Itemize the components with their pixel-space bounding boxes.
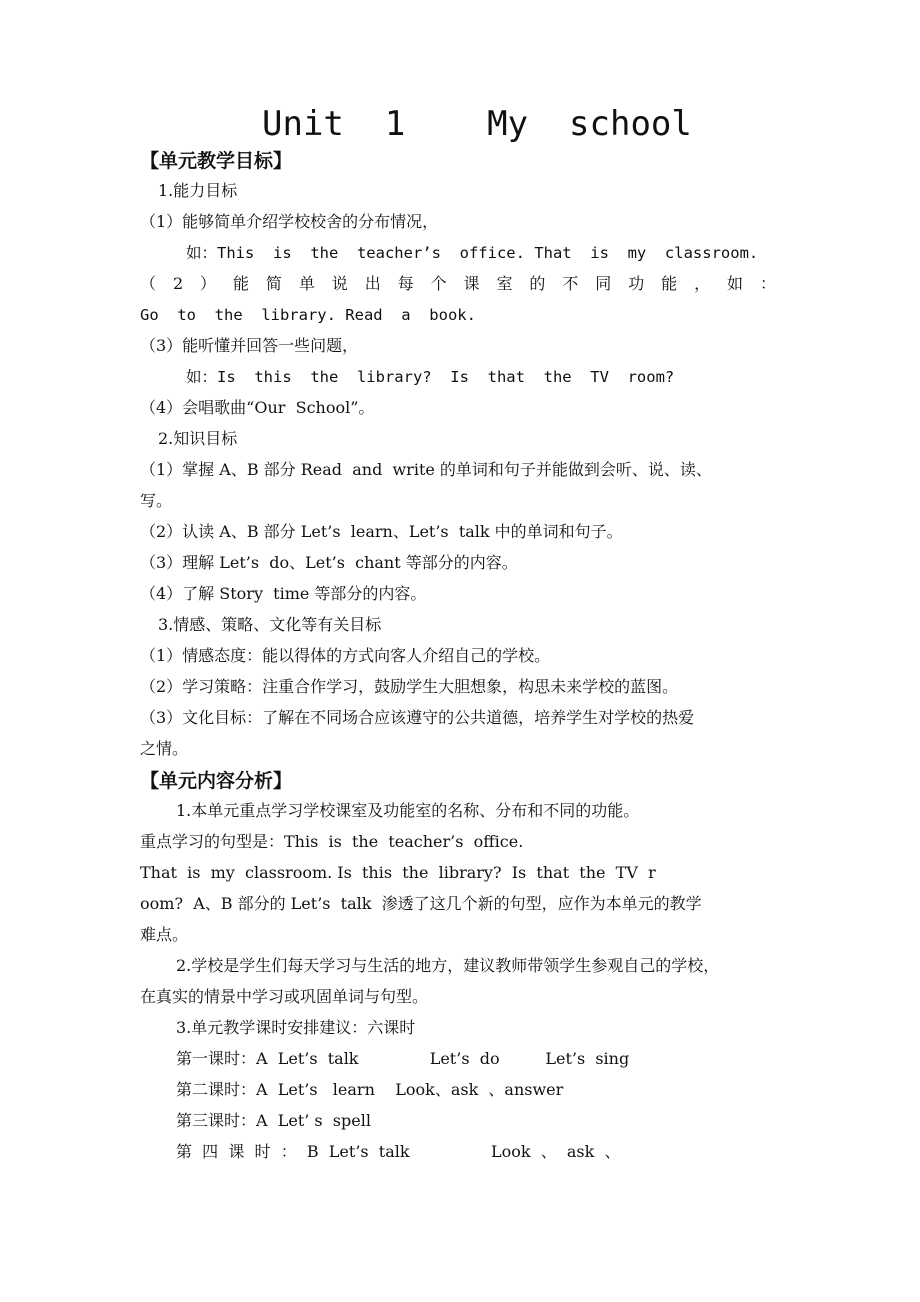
char: 的 <box>529 274 546 293</box>
char: 说 <box>331 274 348 293</box>
ability-item-3-example: 如：Is this the library? Is that the TV room? <box>186 368 675 386</box>
analysis-item-3: 3.单元教学课时安排建议：六课时 <box>176 1018 416 1037</box>
ability-item-3: （3）能听懂并回答一些问题， <box>140 336 359 355</box>
knowledge-heading: 2.知识目标 <box>158 429 238 448</box>
char: 课 <box>463 274 480 293</box>
analysis-heading: 【单元内容分析】 <box>140 770 293 792</box>
char: 如 <box>727 274 744 293</box>
ability-item-4: （4）会唱歌曲“Our School”。 <box>140 398 375 417</box>
lesson-2: 第二课时：A Let’s learn Look、ask 、answer <box>176 1080 564 1099</box>
char: 能 <box>232 274 249 293</box>
analysis-item-1-e: 难点。 <box>140 925 189 944</box>
ability-item-1: （1）能够简单介绍学校校舍的分布情况， <box>140 212 439 231</box>
analysis-item-1-c: That is my classroom. Is this the library? Is that the TV r <box>140 863 656 882</box>
emotion-item-2: （2）学习策略：注重合作学习，鼓励学生大胆想象，构思未来学校的蓝图。 <box>140 677 679 696</box>
knowledge-item-1: （1）掌握 A、B 部分 Read and write 的单词和句子并能做到会听、说、读、 <box>140 460 712 479</box>
char: 功 <box>628 274 645 293</box>
emotion-heading: 3.情感、策略、文化等有关目标 <box>158 615 382 634</box>
char: 室 <box>496 274 513 293</box>
char: 不 <box>562 274 579 293</box>
analysis-item-2-cont: 在真实的情景中学习或巩固单词与句型。 <box>140 987 429 1006</box>
knowledge-item-3: （3）理解 Let’s do、Let’s chant 等部分的内容。 <box>140 553 518 572</box>
page-title: Unit 1 My school <box>262 104 692 144</box>
knowledge-item-4: （4）了解 Story time 等部分的内容。 <box>140 584 427 603</box>
ability-heading: 1.能力目标 <box>158 181 238 200</box>
char: 能 <box>661 274 678 293</box>
char: 单 <box>298 274 315 293</box>
emotion-item-3-cont: 之情。 <box>140 739 189 758</box>
ability-item-2 <box>140 273 776 295</box>
analysis-item-2: 2.学校是学生们每天学习与生活的地方，建议教师带领学生参观自己的学校， <box>176 956 720 975</box>
lesson-1: 第一课时：A Let’s talk Let’s do Let’s sing <box>176 1049 630 1068</box>
char: （ <box>140 274 157 293</box>
knowledge-item-2: （2）认读 A、B 部分 Let’s learn、Let’s talk 中的单词和句子。 <box>140 522 623 541</box>
lesson-4: 第 四 课 时 ： B Let’s talk Look 、 ask 、 <box>176 1142 621 1161</box>
emotion-item-3: （3）文化目标：了解在不同场合应该遵守的公共道德，培养学生对学校的热爱 <box>140 708 695 727</box>
char: 出 <box>364 274 381 293</box>
char: 2 <box>172 274 184 293</box>
emotion-item-1: （1）情感态度：能以得体的方式向客人介绍自己的学校。 <box>140 646 551 665</box>
char: 每 <box>397 274 414 293</box>
goals-heading: 【单元教学目标】 <box>140 150 293 172</box>
char: 个 <box>430 274 447 293</box>
analysis-item-1: 1.本单元重点学习学校课室及功能室的名称、分布和不同的功能。 <box>176 801 640 820</box>
char: 同 <box>595 274 612 293</box>
char: ， <box>694 274 711 293</box>
ability-item-1-example: 如：This is the teacher’s office. That is my classroom. <box>186 244 759 262</box>
analysis-item-1-d: oom? A、B 部分的 Let’s talk 渗透了这几个新的句型，应作为本单元的教学 <box>140 894 702 913</box>
char: ： <box>759 274 776 293</box>
lesson-3: 第三课时：A Let’ s spell <box>176 1111 371 1130</box>
knowledge-item-1-cont: 写。 <box>140 491 173 510</box>
char: 简 <box>265 274 282 293</box>
char: ） <box>200 274 217 293</box>
analysis-item-1-b: 重点学习的句型是：This is the teacher’s office. <box>140 832 524 851</box>
ability-item-2-cont: Go to the library. Read a book. <box>140 306 476 324</box>
